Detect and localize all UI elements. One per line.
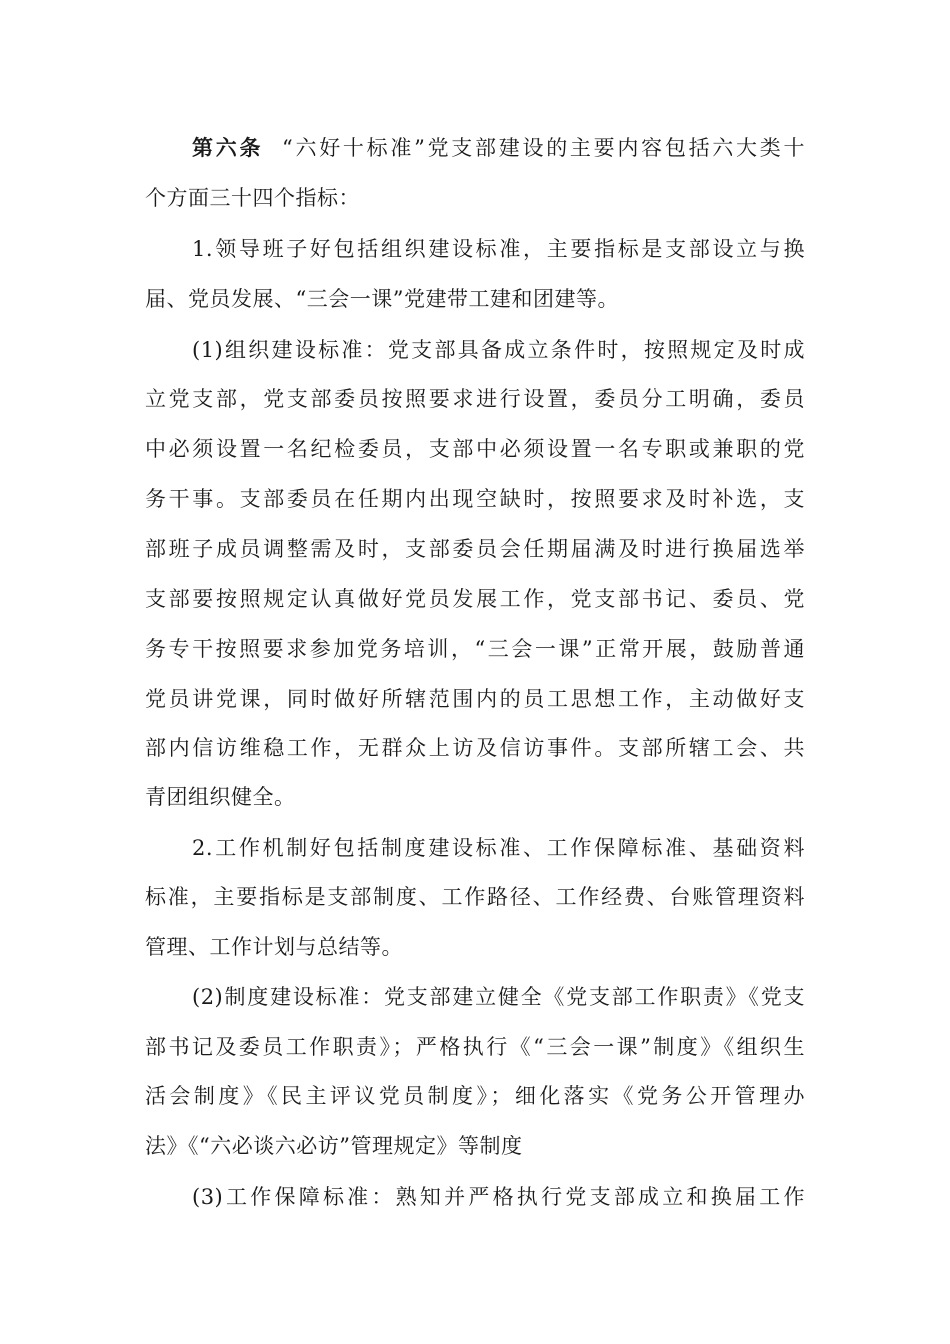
- paragraph-line: 务干事。支部委员在任期内出现空缺时，按照要求及时补选，支: [145, 487, 805, 511]
- article-line-1: [192, 131, 805, 165]
- paragraph-line: (3)工作保障标准：熟知并严格执行党支部成立和换届工作: [192, 1185, 805, 1209]
- paragraph-line: 部内信访维稳工作，无群众上访及信访事件。支部所辖工会、共: [145, 736, 805, 760]
- paragraph-line: (1)组织建设标准：党支部具备成立条件时，按照规定及时成: [192, 338, 805, 362]
- paragraph-line: 标准，主要指标是支部制度、工作路径、工作经费、台账管理资料: [145, 885, 805, 909]
- paragraph-line: 届、党员发展、“三会一课”党建带工建和团建等。: [145, 287, 619, 311]
- article-intro: “六好十标准”党支部建设的主要内容包括六大类十: [282, 136, 805, 160]
- paragraph-line: 1.领导班子好包括组织建设标准，主要指标是支部设立与换: [192, 237, 805, 261]
- paragraph-line: 支部要按照规定认真做好党员发展工作，党支部书记、委员、党: [145, 587, 805, 611]
- article-line-2: 个方面三十四个指标：: [145, 186, 360, 210]
- paragraph-line: 管理、工作计划与总结等。: [145, 935, 403, 959]
- paragraph-line: 青团组织健全。: [145, 785, 296, 809]
- paragraph-line: 务专干按照要求参加党务培训，“三会一课”正常开展，鼓励普通: [145, 637, 805, 661]
- paragraph-line: 部书记及委员工作职责》；严格执行《“三会一课”制度》《组织生: [145, 1035, 805, 1059]
- paragraph-line: 法》《“六必谈六必访”管理规定》等制度: [145, 1134, 523, 1158]
- article-heading: 第六条: [192, 135, 264, 160]
- paragraph-line: 中必须设置一名纪检委员，支部中必须设置一名专职或兼职的党: [145, 437, 805, 461]
- paragraph-line: 党员讲党课，同时做好所辖范围内的员工思想工作，主动做好支: [145, 687, 805, 711]
- paragraph-line: 部班子成员调整需及时，支部委员会任期届满及时进行换届选举: [145, 537, 805, 561]
- paragraph-line: (2)制度建设标准：党支部建立健全《党支部工作职责》《党支: [192, 985, 805, 1009]
- paragraph-line: 活会制度》《民主评议党员制度》；细化落实《党务公开管理办: [145, 1084, 805, 1108]
- paragraph-line: 2.工作机制好包括制度建设标准、工作保障标准、基础资料: [192, 836, 805, 860]
- paragraph-line: 立党支部，党支部委员按照要求进行设置，委员分工明确，委员: [145, 387, 805, 411]
